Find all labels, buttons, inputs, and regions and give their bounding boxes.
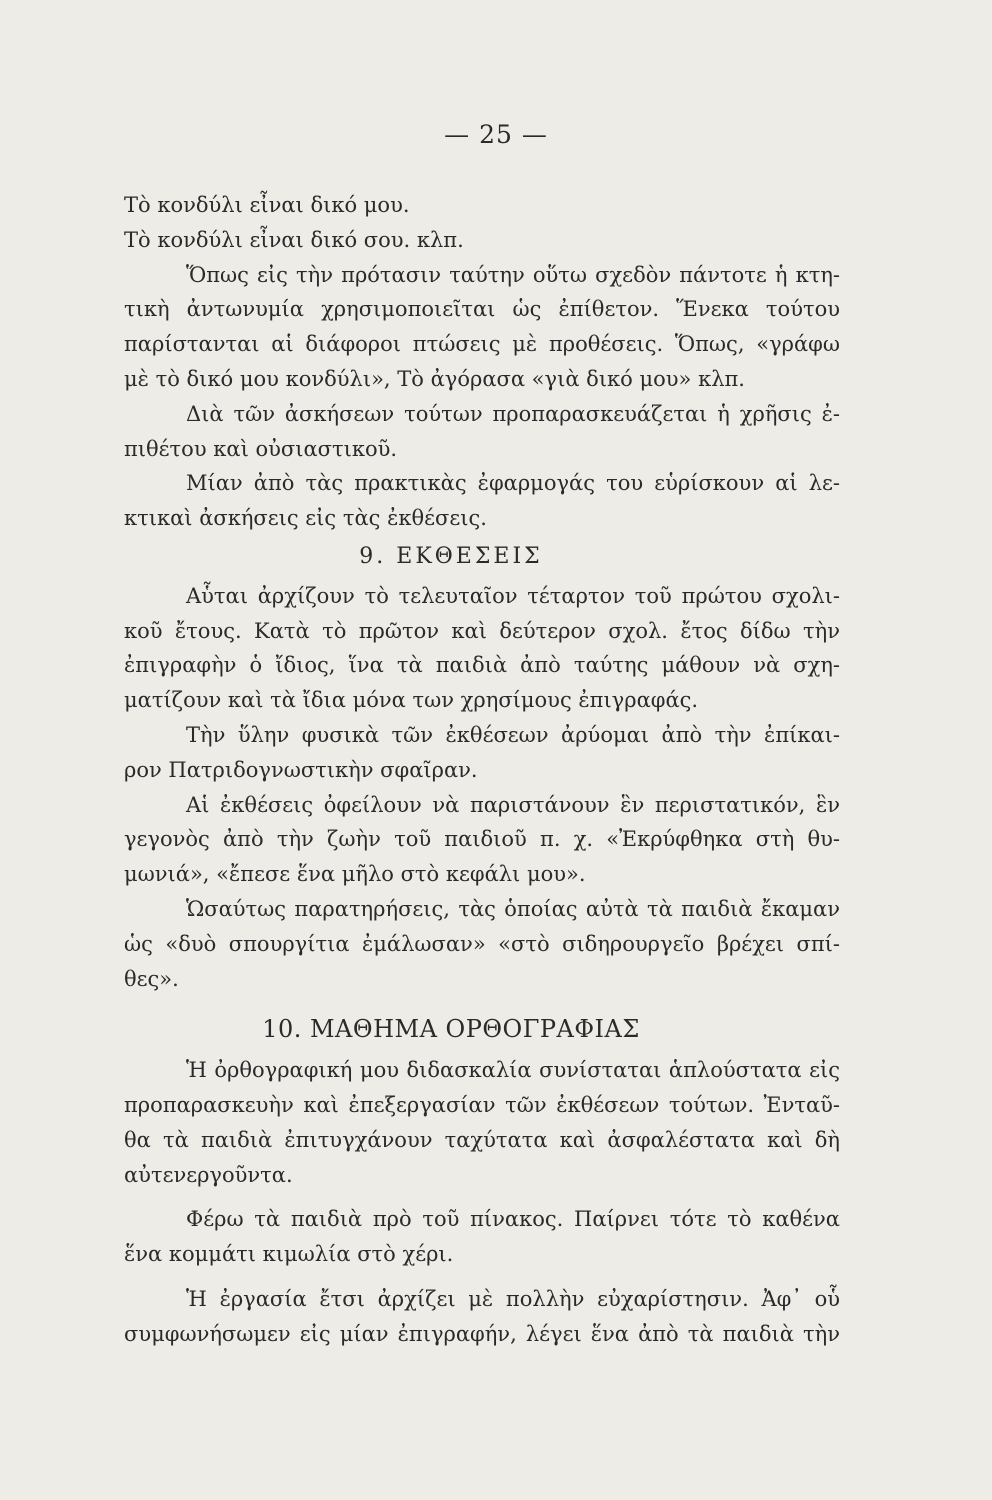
section-heading-9: 9. ΕΚΘΕΣΕΙΣ xyxy=(359,543,543,569)
text-line: Φέρω τὰ παιδιὰ πρὸ τοῦ πίνακος. Παίρνει τότε τὸ καθένα xyxy=(186,1207,840,1232)
text-line: συμφωνήσωμεν εἰς μίαν ἐπιγραφήν, λέγει ἕνα ἀπὸ τὰ παιδιὰ τὴν xyxy=(124,1321,840,1346)
text-line: Ὡσαύτως παρατηρήσεις, τὰς ὁποίας αὐτὰ τὰ παιδιὰ ἔκαμαν xyxy=(186,896,840,921)
text-line: Αὗται ἀρχίζουν τὸ τελευταῖον τέταρτον τοῦ πρώτου σχολι- xyxy=(186,583,840,608)
text-line: κοῦ ἔτους. Κατὰ τὸ πρῶτον καὶ δεύτερον σχολ. ἔτος δίδω τὴν xyxy=(124,618,840,643)
text-line: θες». xyxy=(124,966,179,991)
text-line: Αἱ ἐκθέσεις ὀφείλουν νὰ παριστάνουν ἓν περιστατικόν, ἓν xyxy=(186,792,840,817)
paragraph-5 xyxy=(62,466,840,536)
text-line: Ἡ ὀρθογραφική μου διδασκαλία συνίσταται ἁπλούστατα εἰς xyxy=(186,1058,840,1083)
page-number: — 25 — xyxy=(444,120,548,149)
paragraph-10 xyxy=(62,1053,840,1192)
text-line: ρον Πατριδογνωστικὴν σφαῖραν. xyxy=(124,757,478,782)
paragraph-11 xyxy=(62,1202,840,1272)
text-line: ἕνα κομμάτι κιμωλία στὸ χέρι. xyxy=(124,1242,454,1267)
paragraph-1 xyxy=(62,188,840,223)
paragraph-6 xyxy=(62,579,840,718)
paragraph-4 xyxy=(62,397,840,467)
text-line: πιθέτου καὶ οὐσιαστικοῦ. xyxy=(124,436,398,461)
text-line: μὲ τὸ δικό μου κονδύλι», Τὸ ἀγόρασα «γιὰ δικό μου» κλπ. xyxy=(124,366,745,391)
text-line: ματίζουν καὶ τὰ ἴδια μόνα των χρησίμους ἐπιγραφάς. xyxy=(124,688,699,713)
text-line: παρίστανται αἱ διάφοροι πτώσεις μὲ προθέσεις. Ὅπως, «γράφω xyxy=(124,332,840,357)
text-line: Ὅπως εἰς τὴν πρότασιν ταύτην οὕτω σχεδὸν πάντοτε ἡ κτη- xyxy=(186,262,840,287)
text-line: ἐπιγραφὴν ὁ ἴδιος, ἵνα τὰ παιδιὰ ἀπὸ ταύτης μάθουν νὰ σχη- xyxy=(124,653,840,678)
paragraph-3 xyxy=(62,258,840,397)
text-line: προπαρασκευὴν καὶ ἐπεξεργασίαν τῶν ἐκθέσεων τούτων. Ἐνταῦ- xyxy=(124,1092,840,1117)
text-line: ὡς «δυὸ σπουργίτια ἐμάλωσαν» «στὸ σιδηρουργεῖο βρέχει σπί- xyxy=(124,931,840,956)
text-line: Διὰ τῶν ἀσκήσεων τούτων προπαρασκευάζεται ἡ χρῆσις ἐ- xyxy=(186,401,840,426)
text-line: Τὸ κονδύλι εἶναι δικό μου. xyxy=(124,193,410,217)
section-heading-10: 10. ΜΑΘΗΜΑ ΟΡΘΟΓΡΑΦΙΑΣ xyxy=(262,1015,640,1044)
text-line: μωνιά», «ἔπεσε ἕνα μῆλο στὸ κεφάλι μου». xyxy=(124,862,586,887)
text-line: αὐτενεργοῦντα. xyxy=(124,1162,293,1187)
text-line: Τὸ κονδύλι εἶναι δικό σου. κλπ. xyxy=(124,227,464,252)
text-line: Μίαν ἀπὸ τὰς πρακτικὰς ἐφαρμογάς του εὑρίσκουν αἱ λε- xyxy=(186,471,840,496)
text-line: κτικαὶ ἀσκήσεις εἰς τὰς ἐκθέσεις. xyxy=(124,506,487,531)
paragraph-7 xyxy=(62,718,840,788)
text-line: θα τὰ παιδιὰ ἐπιτυγχάνουν ταχύτατα καὶ ἀσφαλέστατα καὶ δὴ xyxy=(124,1127,840,1152)
text-line: γεγονὸς ἀπὸ τὴν ζωὴν τοῦ παιδιοῦ π. χ. «Ἐκρύφθηκα στὴ θυ- xyxy=(124,827,840,852)
paragraph-2 xyxy=(62,223,840,258)
text-line: Ἡ ἐργασία ἔτσι ἀρχίζει μὲ πολλὴν εὐχαρίστησιν. Ἀφ᾽ οὗ xyxy=(186,1286,840,1311)
paragraph-12 xyxy=(62,1282,840,1352)
paragraph-8 xyxy=(62,788,840,892)
text-line: Τὴν ὕλην φυσικὰ τῶν ἐκθέσεων ἀρύομαι ἀπὸ τὴν ἐπίκαι- xyxy=(186,722,840,747)
body-text xyxy=(62,188,840,1352)
paragraph-9 xyxy=(62,892,840,996)
text-line: τικὴ ἀντωνυμία χρησιμοποιεῖται ὡς ἐπίθετον. Ἕνεκα τούτου xyxy=(124,297,840,322)
